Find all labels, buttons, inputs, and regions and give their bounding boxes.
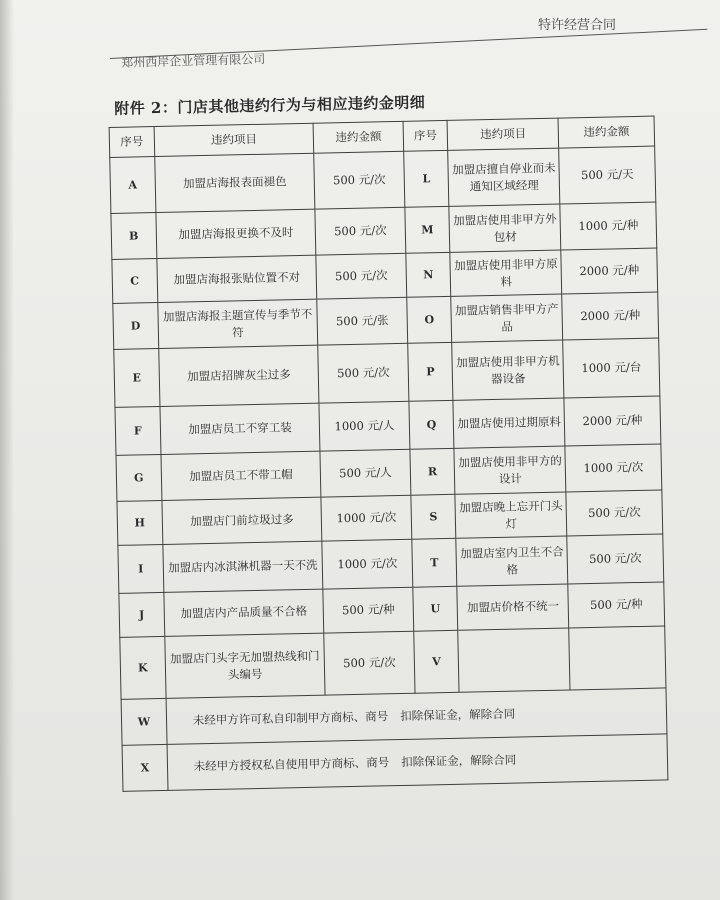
header-amount-right: 违约金额 [558,116,654,148]
row-code-left: E [114,348,160,407]
row-amount-left: 500 元/张 [317,297,407,345]
row-code-left: H [117,500,163,545]
row-code-left: B [111,213,157,260]
company-name: 郑州西岸企业管理有限公司 [121,51,266,70]
row-item-right: 加盟店使用非甲方外包材 [449,204,561,252]
row-code-right: N [406,252,452,297]
row-amount-right: 1000 元/台 [563,338,660,398]
attachment-content [108,86,674,791]
row-code-right: U [413,586,459,631]
merged-row-content [167,734,668,790]
header-item-right: 违约项目 [448,118,559,150]
merged-row-result: 扣除保证金，解除合同 [400,706,516,724]
attachment-title: 附件 2：门店其他违约行为与相应违约金明细 [114,93,426,118]
row-item-right: 加盟店使用非甲方原料 [450,250,562,296]
merged-row-item: 未经甲方授权私自使用甲方商标、商号 [193,755,390,774]
merged-row-code: W [121,698,167,745]
row-code-left: G [116,454,162,501]
row-item-left: 加盟店员工不穿工装 [160,403,321,454]
row-code-left: A [110,157,156,214]
row-item-right: 加盟店销售非甲方产品 [451,294,563,342]
row-item-left: 加盟店海报张贴位置不对 [157,255,318,302]
row-code-right: R [410,448,456,495]
row-code-right: M [405,206,451,253]
row-amount-left: 500 元/次 [324,631,415,695]
row-amount-left: 1000 元/次 [321,495,411,541]
row-amount-left: 1000 元/次 [322,539,412,589]
row-amount-right: 1000 元/次 [565,444,662,492]
row-item-right: 加盟店晚上忘开门头灯 [455,492,567,538]
row-item-right: 加盟店使用过期原料 [453,398,565,448]
row-item-left: 加盟店员工不带工帽 [161,451,322,500]
row-item-right: 加盟店室内卫生不合格 [456,536,568,586]
row-item-left: 加盟店内冰淇淋机器一天不洗 [163,541,324,592]
table-row [120,626,666,699]
page-edge-shadow [0,0,14,900]
row-amount-right: 1000 元/种 [560,202,657,250]
merged-row-code: X [122,744,168,791]
row-item-right: 加盟店价格不统一 [457,584,569,630]
row-code-left: C [112,259,158,304]
row-amount-right [569,626,666,690]
row-amount-right: 2000 元/种 [562,292,659,340]
row-code-left: J [119,592,165,637]
row-amount-left: 500 元/种 [323,587,413,633]
row-code-left: I [118,544,164,593]
row-amount-right: 2000 元/种 [561,248,658,294]
row-code-left: D [113,303,159,350]
header-code-left: 序号 [109,127,154,158]
row-amount-right: 500 元/次 [566,490,663,536]
header-rule [110,29,707,59]
row-item-left: 加盟店门头字无加盟热线和门头编号 [164,633,325,698]
row-item-left: 加盟店招牌灰尘过多 [158,345,319,406]
row-amount-right: 500 元/种 [568,582,665,628]
penalty-table [109,116,669,792]
row-item-right: 加盟店使用非甲方的设计 [454,446,566,494]
row-code-right: P [407,342,453,401]
row-item-left: 加盟店门前垃圾过多 [162,497,323,544]
row-item-right: 加盟店使用非甲方机器设备 [452,340,564,400]
row-amount-right: 500 元/天 [559,146,656,204]
row-item-left: 加盟店海报主题宣传与季节不符 [157,299,318,348]
row-item-right [458,628,570,692]
row-amount-left: 500 元/次 [318,343,409,403]
row-code-right: T [412,538,458,587]
row-amount-left: 500 元/次 [316,253,406,299]
row-code-right: V [413,630,459,693]
row-code-right: O [407,296,453,343]
header-item-left: 违约项目 [154,123,314,156]
merged-row-item: 未经甲方许可私自印制甲方商标、商号 [192,709,389,728]
row-code-right: S [411,494,457,539]
merged-row-result: 扣除保证金，解除合同 [401,752,517,770]
header-amount-left: 违约金额 [313,121,403,153]
row-item-left: 加盟店内产品质量不合格 [164,589,325,636]
row-item-left: 加盟店海报表面褪色 [154,153,315,212]
row-amount-left: 500 元/人 [320,449,410,497]
row-code-left: F [115,406,161,455]
row-amount-left: 1000 元/人 [319,401,409,451]
row-amount-left: 500 元/次 [314,151,405,209]
row-code-right: Q [409,400,455,449]
header-code-right: 序号 [403,120,448,151]
row-item-left: 加盟店海报更换不及时 [156,209,317,258]
row-item-right: 加盟店擅自停业而未通知区域经理 [448,148,560,206]
document-type-header: 特许经营合同 [537,18,616,33]
row-amount-left: 500 元/次 [315,207,405,255]
row-code-left: K [120,636,166,699]
row-amount-right: 500 元/次 [567,534,664,584]
row-amount-right: 2000 元/种 [564,396,661,446]
row-code-right: L [403,150,449,207]
